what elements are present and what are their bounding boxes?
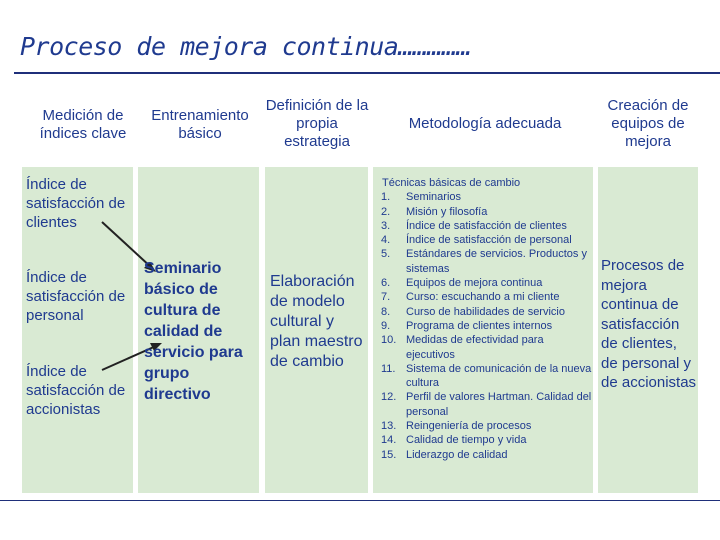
estrategia-text: Elaboración de modelo cultural y plan maestro de cambio: [270, 273, 363, 370]
tecnicas-title: Técnicas básicas de cambio: [382, 177, 521, 189]
footer-bar: [0, 501, 720, 540]
page-title: Proceso de mejora continua……………: [20, 32, 472, 61]
list-item: 6. Equipos de mejora continua: [381, 277, 543, 290]
list-item: 7. Curso: escuchando a mi cliente: [381, 291, 560, 304]
indice-clientes: Índice de satisfacción de clientes: [26, 176, 126, 231]
list-item: 1. Seminarios: [381, 191, 462, 204]
seminario-text: Seminario básico de cultura de calidad de servicio para grupo directivo: [144, 260, 243, 403]
list-item: 8. Curso de habilidades de servicio: [381, 305, 565, 318]
header-definicion: Definición de la propia estrategia: [265, 97, 369, 150]
list-item: 2. Misión y filosofía: [381, 205, 488, 218]
indice-accionistas: Índice de satisfacción de accionistas: [26, 363, 126, 418]
list-item: 11. Sistema de comunicación de la nueva cultura: [381, 362, 592, 390]
list-item: 13. Reingeniería de procesos: [381, 420, 532, 433]
header-creacion: Creación de equipos de mejora: [607, 97, 689, 150]
list-item: 15. Liderazgo de calidad: [381, 448, 508, 461]
list-item: 5. Estándares de servicios. Productos y sistemas: [381, 248, 587, 275]
header-metodologia: Metodología adecuada: [408, 115, 562, 132]
indice-personal: Índice de satisfacción de personal: [26, 269, 126, 324]
tecnicas-list: [378, 176, 592, 462]
list-item: 10. Medidas de efectividad para ejecutivos: [381, 334, 544, 361]
title-underline: [14, 72, 720, 74]
header-medicion: Medición de índices clave: [39, 107, 127, 142]
procesos-text: Procesos de mejora continua de satisfacción de clientes, de personal y de accionistas: [601, 257, 697, 391]
list-item: 4. Índice de satisfacción de personal: [381, 234, 572, 247]
list-item: 12. Perfil de valores Hartman. Calidad del personal: [381, 391, 592, 418]
header-entrenamiento: Entrenamiento básico: [151, 107, 249, 142]
list-item: 14. Calidad de tiempo y vida: [381, 434, 527, 447]
list-item: 3. Índice de satisfacción de clientes: [381, 219, 567, 232]
list-item: 9. Programa de clientes internos: [381, 319, 553, 332]
